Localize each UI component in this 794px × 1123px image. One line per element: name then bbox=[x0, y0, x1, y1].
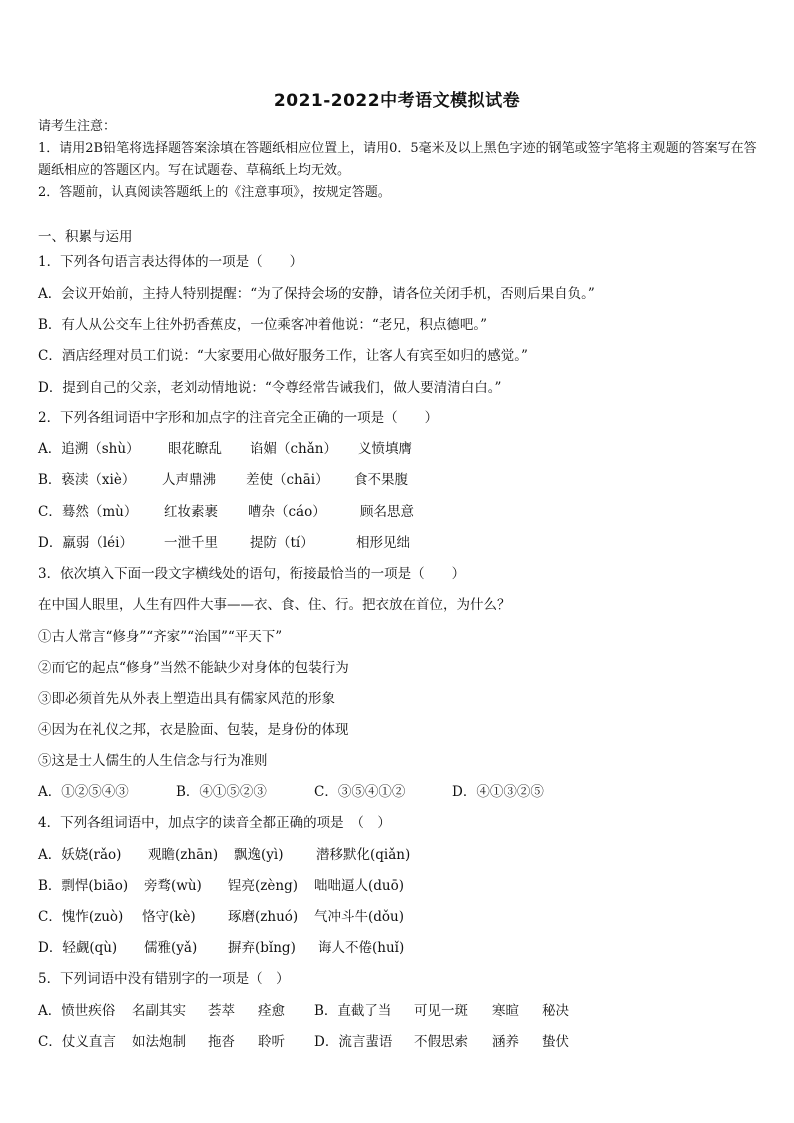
option-cell: D．流言蜚语 bbox=[314, 1034, 393, 1050]
option-cell: 气冲斗牛(dǒu) bbox=[314, 909, 404, 925]
option-cell: D．羸弱（léi） bbox=[38, 535, 133, 551]
option-cell: B．剽悍(biāo) bbox=[38, 878, 129, 894]
option-cell: 提防（tí） bbox=[250, 535, 314, 551]
question-1-option-a: A．会议开始前，主持人特别提醒：“为了保持会场的安静，请各位关闭手机，否则后果自负。” bbox=[38, 286, 595, 302]
option-cell: C．蓦然（mù） bbox=[38, 504, 138, 520]
question-1-option-b: B．有人从公交车上往外扔香蕉皮，一位乘客冲着他说：“老兄，积点德吧。” bbox=[38, 317, 487, 333]
question-4-stem: 4．下列各组词语中，加点字的读音全都正确的项是 （ ） bbox=[38, 815, 391, 831]
option-cell: 锃亮(zèng) bbox=[228, 878, 298, 894]
notice-item-2: 2．答题前，认真阅读答题纸上的《注意事项》，按规定答题。 bbox=[38, 185, 391, 200]
notice-item-1: 1．请用2B铅笔将选择题答案涂填在答题纸相应位置上，请用0．5毫米及以上黑色字迹的钢笔或签字笔将主观题的答案写在答题纸相应的答题区内。写在试题卷、草稿纸上均无效。 bbox=[38, 141, 757, 178]
option-cell: A．愤世疾俗 bbox=[38, 1003, 116, 1019]
option-cell: B．亵渎（xiè） bbox=[38, 472, 136, 488]
option-cell: C．愧怍(zuò) bbox=[38, 909, 124, 925]
option-cell: 秘决 bbox=[542, 1003, 569, 1019]
question-1-stem: 1．下列各句语言表达得体的一项是（ ） bbox=[38, 254, 304, 270]
option-cell: 涵养 bbox=[492, 1034, 519, 1050]
option-cell: 嘈杂（cáo） bbox=[248, 504, 326, 520]
option-cell: 痊愈 bbox=[258, 1003, 285, 1019]
option-cell: 旁骛(wù) bbox=[144, 878, 202, 894]
option-cell: 聆听 bbox=[258, 1034, 285, 1050]
option-cell: 诲人不倦(huǐ) bbox=[318, 940, 405, 956]
option-cell: 眼花瞭乱 bbox=[168, 441, 222, 457]
question-1-option-d: D．提到自己的父亲，老刘动情地说：“令尊经常告诫我们，做人要清清白白。” bbox=[38, 380, 502, 396]
section-heading: 一、积累与运用 bbox=[38, 229, 133, 245]
page-title: 2021-2022中考语文模拟试卷 bbox=[273, 91, 521, 111]
question-3-stem: 3．依次填入下面一段文字横线处的语句，衔接最恰当的一项是（ ） bbox=[38, 566, 466, 582]
option-cell: 摒弃(bǐng) bbox=[228, 940, 296, 956]
option-cell: 名副其实 bbox=[132, 1003, 186, 1019]
option-cell: 顾名思意 bbox=[360, 504, 414, 520]
option-cell: 食不果腹 bbox=[354, 472, 408, 488]
option-cell: 一泄千里 bbox=[164, 535, 218, 551]
option-cell: 相形见绌 bbox=[356, 535, 410, 551]
option-cell: 人声鼎沸 bbox=[162, 472, 216, 488]
option-cell: D．轻觑(qù) bbox=[38, 940, 118, 956]
option-cell: A．追溯（shù） bbox=[38, 441, 140, 457]
option-cell: 飘逸(yì) bbox=[234, 847, 284, 863]
option-cell: 不假思索 bbox=[414, 1034, 468, 1050]
question-5-stem: 5．下列词语中没有错别字的一项是（ ） bbox=[38, 971, 290, 987]
question-3-sentence-3: ③即必须首先从外表上塑造出具有儒家风范的形象 bbox=[38, 691, 335, 707]
question-3-sentence-5: ⑤这是士人儒生的人生信念与行为准则 bbox=[38, 753, 268, 769]
option-cell: 红妆素裹 bbox=[164, 504, 218, 520]
option-cell: 如法炮制 bbox=[132, 1034, 186, 1050]
option-cell: C．③⑤④①② bbox=[314, 784, 406, 800]
option-cell: 琢磨(zhuó) bbox=[228, 909, 299, 925]
option-cell: 差使（chāi） bbox=[246, 472, 329, 488]
option-cell: 儒雅(yǎ) bbox=[144, 940, 198, 956]
question-3-sentence-4: ④因为在礼仪之邦，衣是脸面、包装，是身份的体现 bbox=[38, 722, 349, 738]
option-cell: 咄咄逼人(duō) bbox=[314, 878, 404, 894]
option-cell: B．④①⑤②③ bbox=[176, 784, 267, 800]
question-3-passage: 在中国人眼里，人生有四件大事——衣、食、住、行。把衣放在首位，为什么？ bbox=[38, 597, 511, 613]
notice-heading: 请考生注意： bbox=[38, 119, 117, 134]
question-3-sentence-1: ①古人常言“修身”“齐家”“治国”“平天下” bbox=[38, 629, 283, 645]
option-cell: 荟萃 bbox=[208, 1003, 235, 1019]
option-cell: 寒暄 bbox=[492, 1003, 519, 1019]
question-2-stem: 2．下列各组词语中字形和加点字的注音完全正确的一项是（ ） bbox=[38, 410, 439, 426]
option-cell: 义愤填膺 bbox=[358, 441, 412, 457]
option-cell: 谄媚（chǎn） bbox=[250, 441, 337, 457]
option-cell: 拖沓 bbox=[208, 1034, 235, 1050]
option-cell: D．④①③②⑤ bbox=[452, 784, 544, 800]
option-cell: 潜移默化(qiǎn) bbox=[316, 847, 411, 863]
option-cell: 可见一斑 bbox=[414, 1003, 468, 1019]
option-cell: 蛰伏 bbox=[542, 1034, 569, 1050]
option-cell: C．仗义直言 bbox=[38, 1034, 116, 1050]
option-cell: A．妖娆(rǎo) bbox=[38, 847, 122, 863]
question-1-option-c: C．酒店经理对员工们说：“大家要用心做好服务工作，让客人有宾至如归的感觉。” bbox=[38, 348, 528, 364]
question-3-sentence-2: ②而它的起点“修身”当然不能缺少对身体的包装行为 bbox=[38, 660, 349, 676]
option-cell: B．直截了当 bbox=[314, 1003, 392, 1019]
option-cell: 恪守(kè) bbox=[142, 909, 196, 925]
option-cell: 观瞻(zhān) bbox=[148, 847, 219, 863]
option-cell: A．①②⑤④③ bbox=[38, 784, 129, 800]
